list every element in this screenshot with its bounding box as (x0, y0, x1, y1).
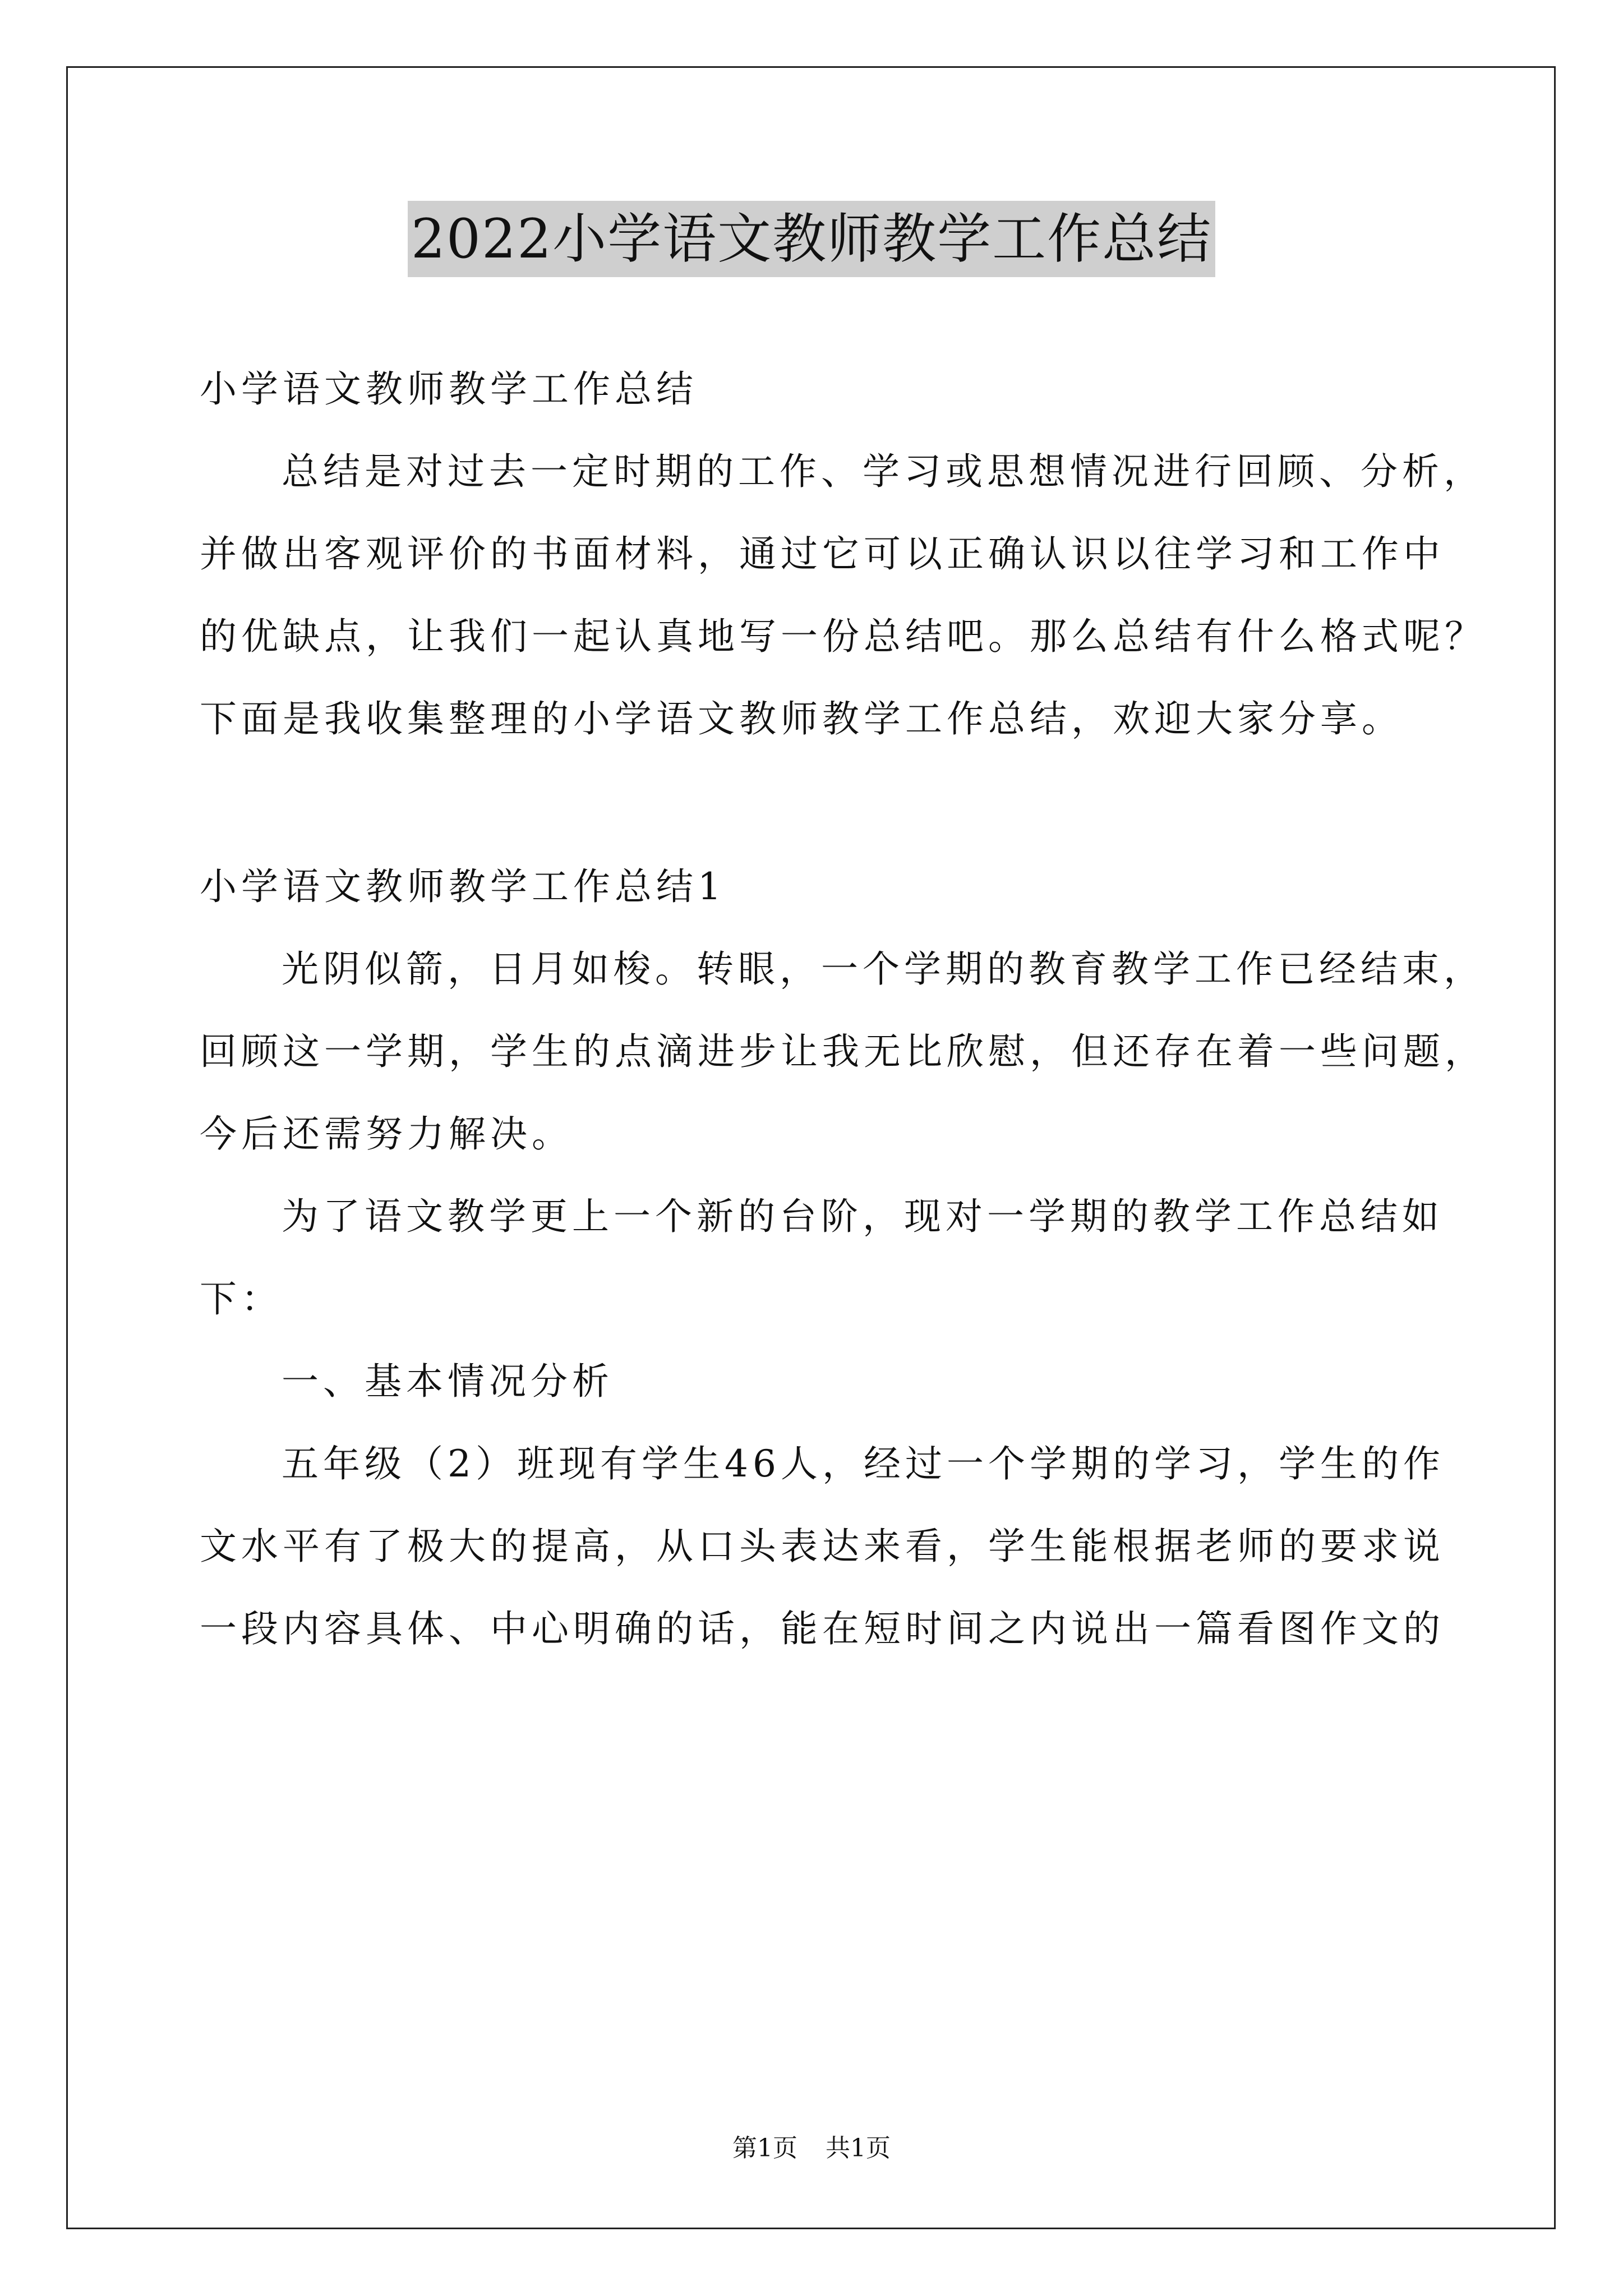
section-heading: 小学语文教师教学工作总结 (200, 367, 698, 411)
paragraph-line: 为了语文教学更上一个新的台阶，现对一学期的教学工作总结如 (282, 1195, 1444, 1238)
document-body (200, 348, 1486, 1670)
paragraph-line: 下面是我收集整理的小学语文教师教学工作总结，欢迎大家分享。 (200, 697, 1403, 740)
title-container (0, 201, 1623, 277)
section-heading: 小学语文教师教学工作总结1 (200, 865, 726, 908)
paragraph-line: 今后还需努力解决。 (200, 1112, 573, 1156)
paragraph-gap (200, 760, 1456, 845)
paragraph-line: 的优缺点，让我们一起认真地写一份总结吧。那么总结有什么格式呢？ (200, 615, 1486, 658)
paragraph-line: 并做出客观评价的书面材料，通过它可以正确认识以往学习和工作中 (200, 532, 1445, 576)
document-title: 2022小学语文教师教学工作总结 (408, 201, 1215, 277)
paragraph-line: 五年级（2）班现有学生46人，经过一个学期的学习，学生的作 (282, 1442, 1445, 1485)
paragraph-line: 光阴似箭，日月如梭。转眼，一个学期的教育教学工作已经结束， (282, 947, 1485, 991)
paragraph-line: 回顾这一学期，学生的点滴进步让我无比欣慰，但还存在着一些问题， (200, 1030, 1486, 1073)
page-total: 共1页 (826, 2134, 891, 2162)
paragraph-line: 下： (200, 1277, 283, 1320)
subsection-heading: 一、基本情况分析 (282, 1360, 614, 1403)
paragraph-line: 一段内容具体、中心明确的话，能在短时间之内说出一篇看图作文的 (200, 1607, 1445, 1650)
page-number: 第1页 (732, 2134, 797, 2162)
paragraph-line: 总结是对过去一定时期的工作、学习或思想情况进行回顾、分析， (282, 450, 1485, 493)
paragraph-line: 文水平有了极大的提高，从口头表达来看，学生能根据老师的要求说 (200, 1525, 1445, 1568)
page-footer (0, 2132, 1623, 2165)
